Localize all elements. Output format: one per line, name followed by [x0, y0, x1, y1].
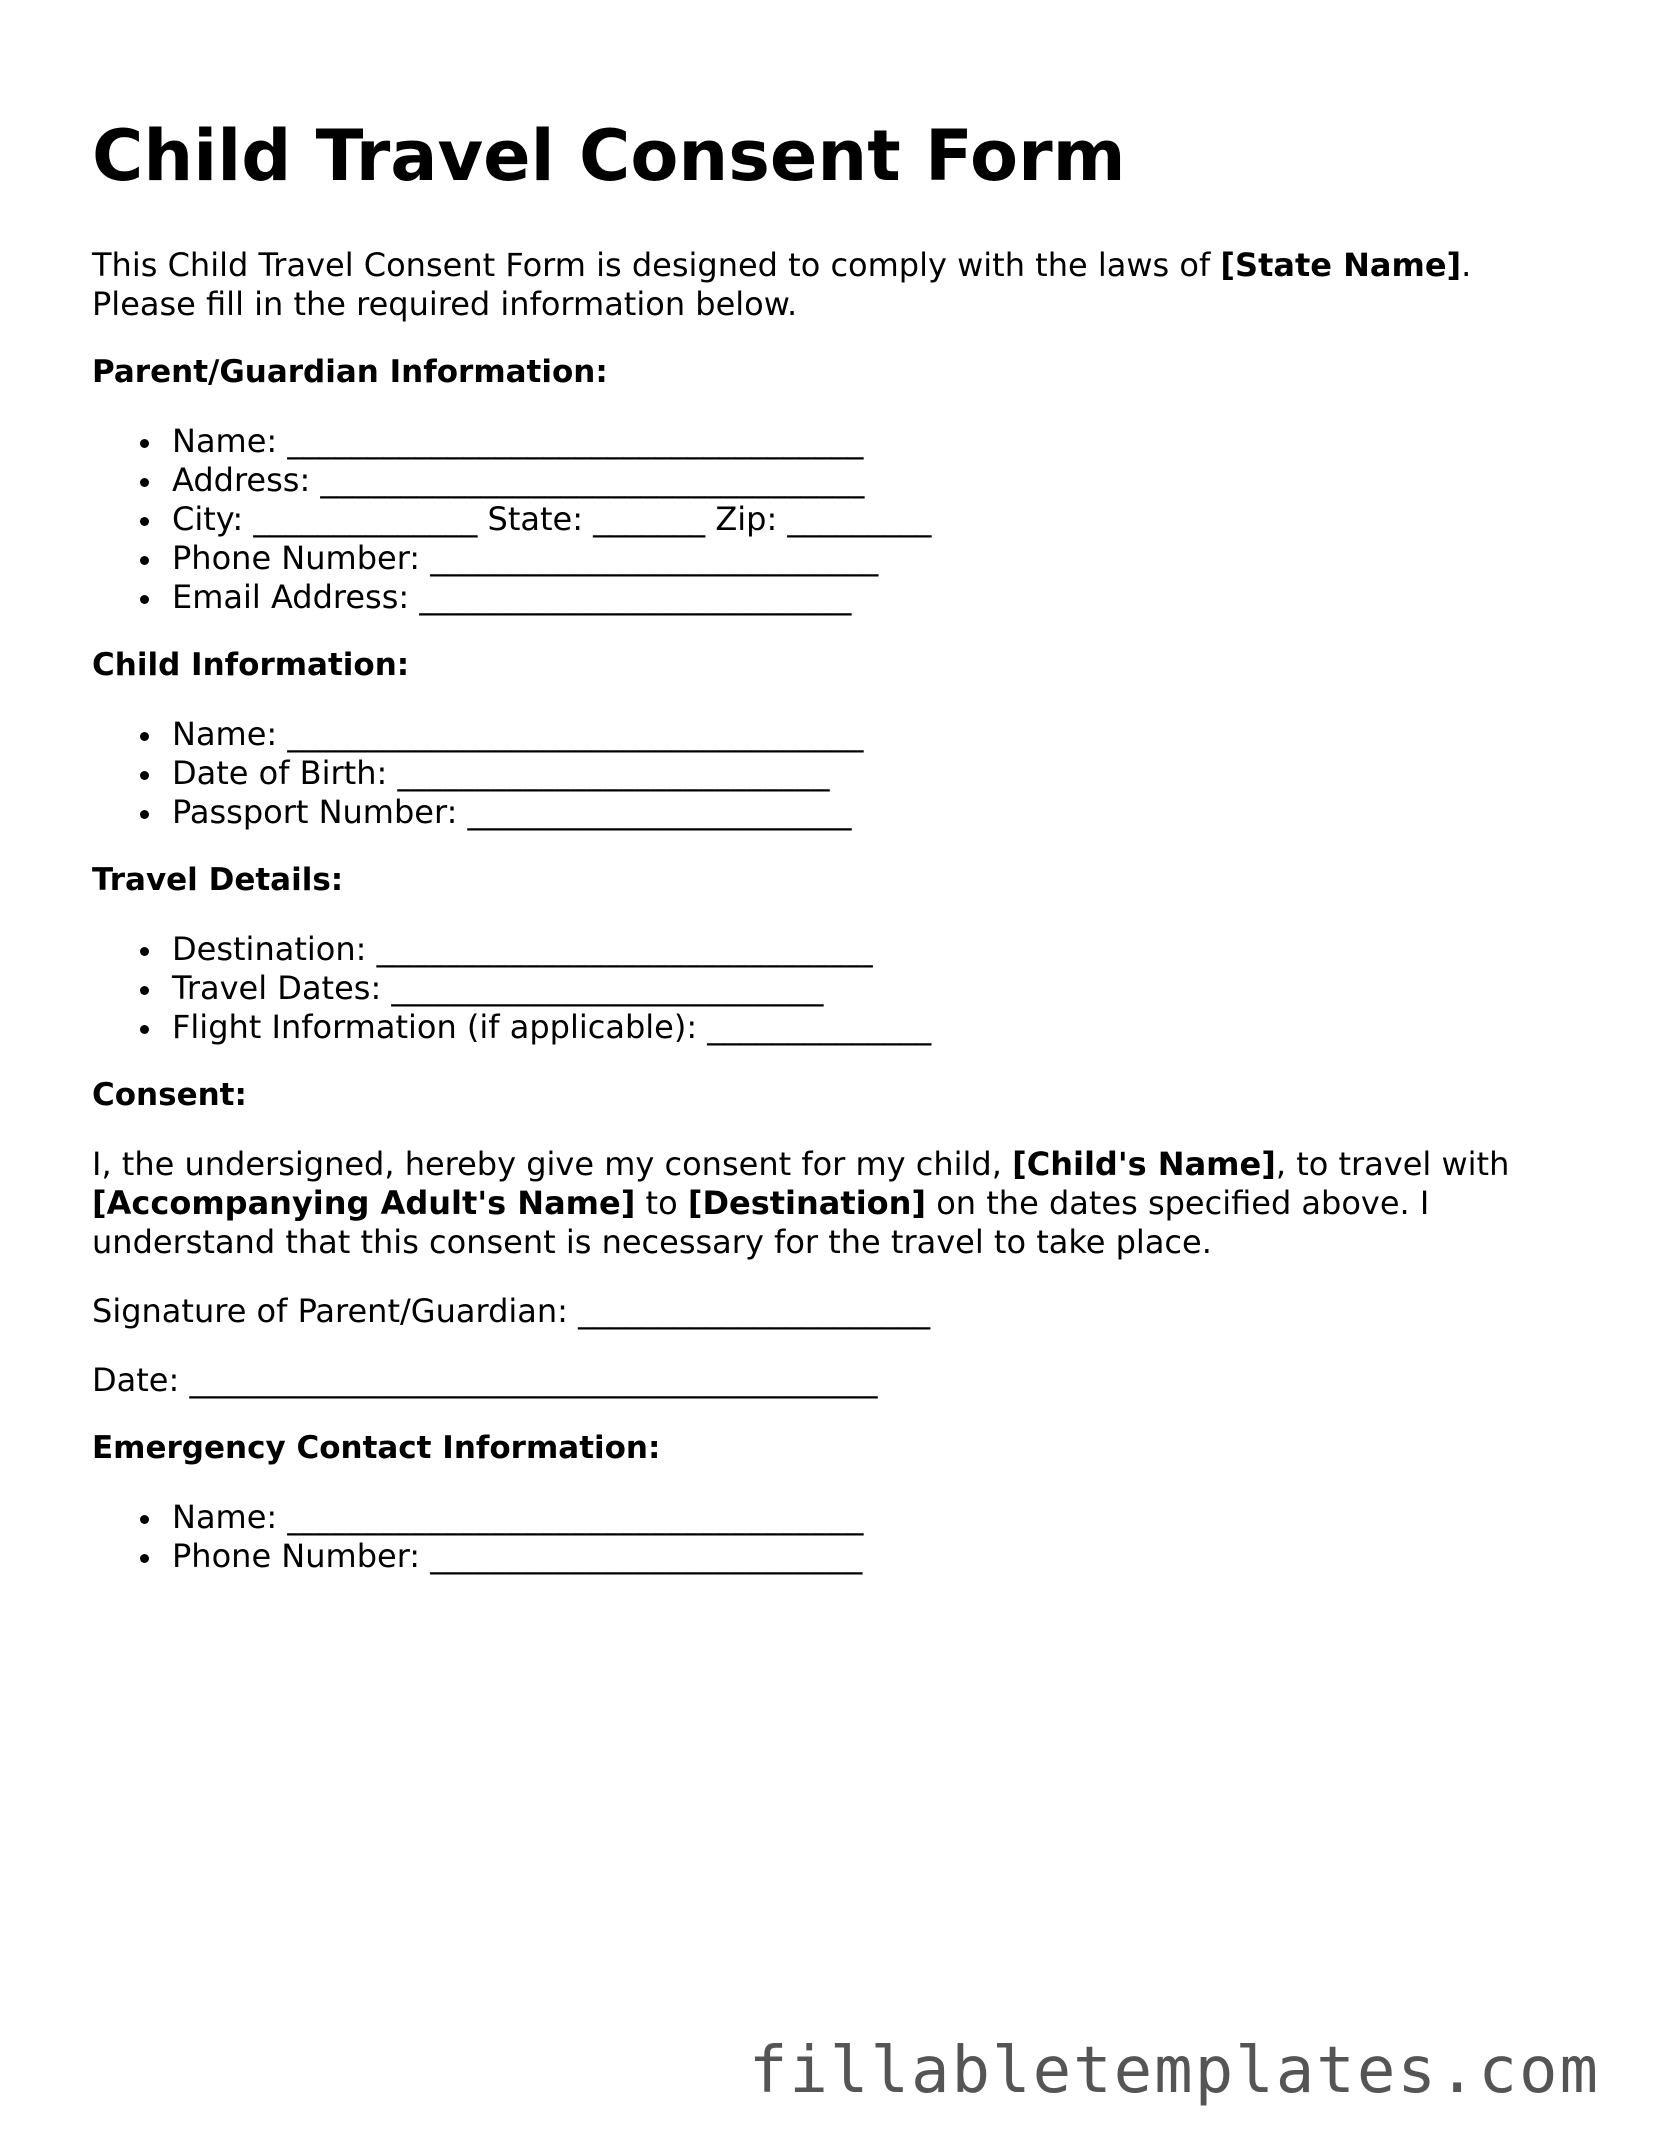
child-passport-field[interactable]: Passport Number: ________________________	[172, 793, 1582, 832]
adult-name-placeholder: [Accompanying Adult's Name]	[92, 1184, 636, 1222]
destination-placeholder: [Destination]	[687, 1184, 927, 1222]
child-dob-field[interactable]: Date of Birth: ___________________________	[172, 754, 1582, 793]
travel-heading: Travel Details:	[92, 862, 344, 898]
consent-text-3: to	[635, 1184, 688, 1222]
parent-fields-list	[92, 422, 1582, 617]
intro-line2: Please fill in the required information below.	[92, 285, 798, 323]
consent-text-2: , to travel with	[1275, 1145, 1510, 1183]
page-title: Child Travel Consent Form	[92, 115, 1126, 197]
consent-heading: Consent:	[92, 1077, 247, 1113]
parent-email-field[interactable]: Email Address: ___________________________	[172, 578, 1582, 617]
flight-info-field[interactable]: Flight Information (if applicable): ______________	[172, 1008, 1582, 1047]
emergency-fields-list	[92, 1498, 1582, 1576]
signature-field[interactable]: Signature of Parent/Guardian: ______________________	[92, 1292, 931, 1330]
intro-text: This Child Travel Consent Form is designed to comply with the laws of	[92, 246, 1221, 284]
consent-paragraph	[92, 1145, 1582, 1262]
child-name-placeholder: [Child's Name]	[1012, 1145, 1276, 1183]
travel-dates-field[interactable]: Travel Dates: ___________________________	[172, 969, 1582, 1008]
document-page	[92, 112, 1582, 1576]
consent-text-1: I, the undersigned, hereby give my consent for my child,	[92, 1145, 1013, 1183]
parent-heading: Parent/Guardian Information:	[92, 354, 608, 390]
consent-text-4: on the dates specified above. I	[926, 1184, 1430, 1222]
watermark: fillabletemplates.com	[748, 2034, 1600, 2108]
child-heading: Child Information:	[92, 647, 410, 683]
consent-text-5: understand that this consent is necessary for the travel to take place.	[92, 1223, 1212, 1261]
emergency-name-field[interactable]: Name: ____________________________________	[172, 1498, 1582, 1537]
parent-address-field[interactable]: Address: __________________________________	[172, 461, 1582, 500]
destination-field[interactable]: Destination: _______________________________	[172, 930, 1582, 969]
child-name-field[interactable]: Name: ____________________________________	[172, 715, 1582, 754]
parent-phone-field[interactable]: Phone Number: ____________________________	[172, 539, 1582, 578]
state-name-placeholder: [State Name]	[1220, 246, 1462, 284]
child-fields-list	[92, 715, 1582, 832]
intro-period: .	[1461, 246, 1472, 284]
parent-name-field[interactable]: Name: ____________________________________	[172, 422, 1582, 461]
parent-city-state-zip-field[interactable]: City: ______________ State: _______ Zip: _________	[172, 500, 1582, 539]
emergency-phone-field[interactable]: Phone Number: ___________________________	[172, 1537, 1582, 1576]
emergency-heading: Emergency Contact Information:	[92, 1430, 661, 1466]
travel-fields-list	[92, 930, 1582, 1047]
date-field[interactable]: Date: ___________________________________________	[92, 1361, 878, 1399]
intro-paragraph	[92, 246, 1582, 324]
